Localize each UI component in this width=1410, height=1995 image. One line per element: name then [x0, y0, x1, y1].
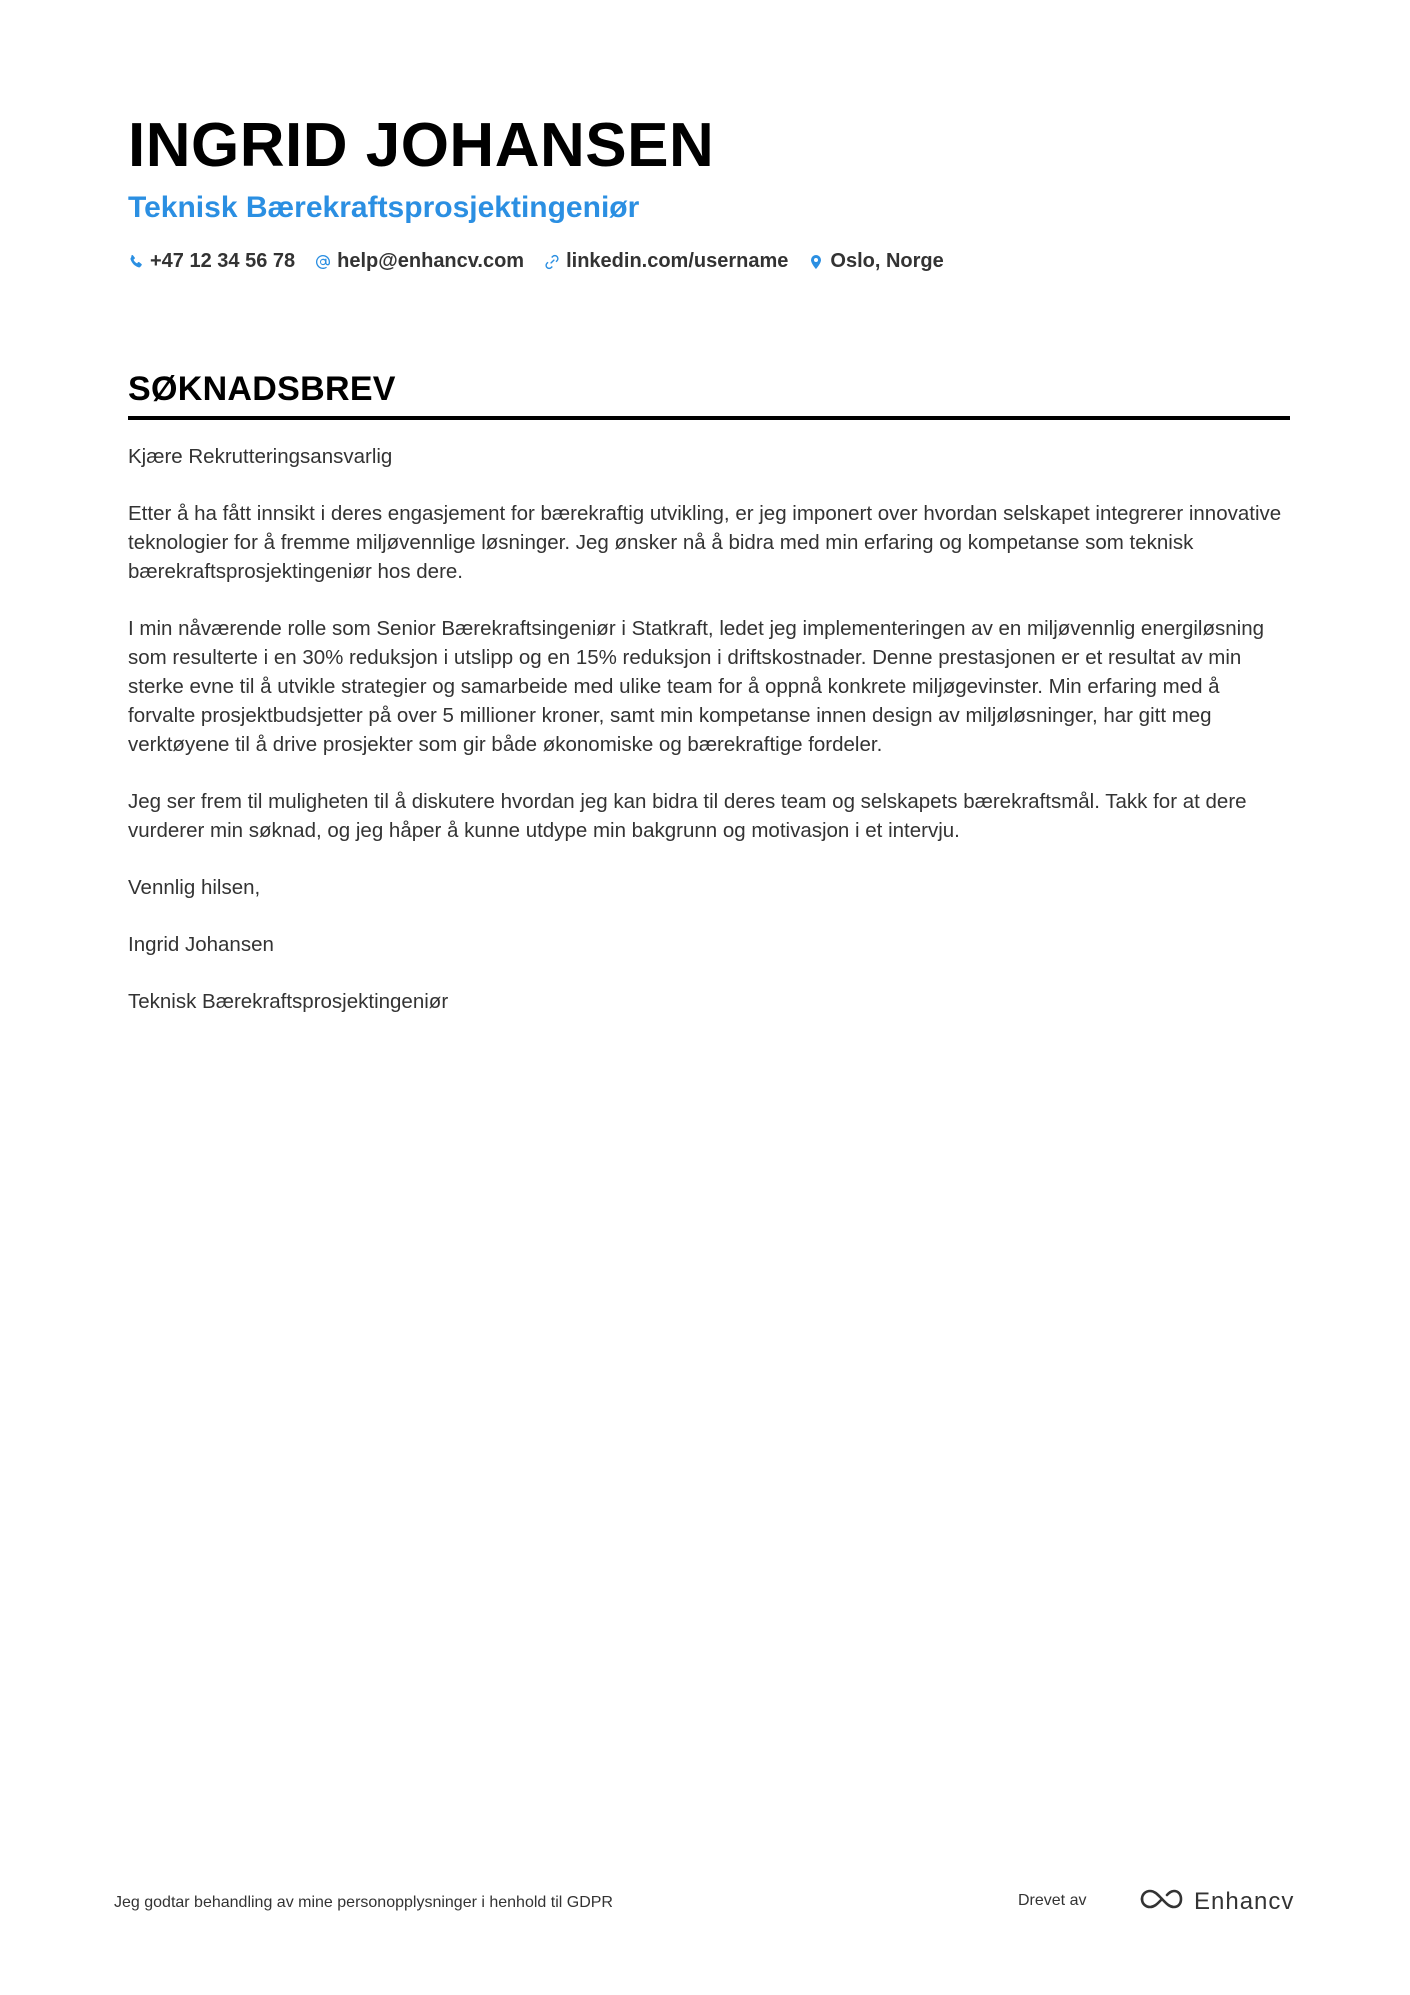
gdpr-consent-text: Jeg godtar behandling av mine personopplysninger i henhold til GDPR	[114, 1894, 613, 1911]
letter-paragraph: I min nåværende rolle som Senior Bærekraftsingeniør i Statkraft, ledet jeg implementeringen av en miljøvennlig energiløsning som resulterte i en 30% reduksjon i utslipp og en 15% reduksjon i driftskostnader. Denne prestasjonen er et resultat av min sterke evne til å utvikle strategier og samarbeide med ulike team for å oppnå konkrete miljøgevinster. Min erfaring med å forvalte prosjektbudsjetter på over 5 millioner kroner, samt min kompetanse innen design av miljøløsninger, har gitt meg verktøyene til å drive prosjekter som gir både økonomiske og bærekraftige fordeler.	[128, 617, 1264, 756]
candidate-name: INGRID JOHANSEN	[128, 111, 715, 180]
job-title: Teknisk Bærekraftsprosjektingeniør	[128, 191, 640, 224]
letter-closing: Vennlig hilsen,	[128, 876, 261, 899]
contact-bar	[128, 250, 1288, 273]
signature-title: Teknisk Bærekraftsprosjektingeniør	[128, 990, 449, 1013]
footer	[114, 1880, 1294, 1920]
contact-email[interactable]	[315, 250, 524, 273]
phone-icon	[128, 252, 144, 272]
header	[128, 108, 1288, 273]
section-title: SØKNADSBREV	[128, 370, 396, 408]
contact-linkedin[interactable]	[544, 250, 788, 273]
letter-salutation: Kjære Rekrutteringsansvarlig	[128, 445, 393, 468]
link-icon	[544, 252, 560, 272]
letter-paragraph: Jeg ser frem til muligheten til å diskutere hvordan jeg kan bidra til deres team og selskapets bærekraftsmål. Takk for at dere vurderer min søknad, og jeg håper å kunne utdype min bakgrunn og motivasjon i et intervju.	[128, 790, 1247, 842]
at-icon	[315, 252, 331, 272]
section-divider	[128, 416, 1290, 420]
location-pin-icon	[808, 252, 824, 272]
signature-name: Ingrid Johansen	[128, 933, 274, 956]
enhancv-logo-icon	[1138, 1884, 1186, 1919]
contact-phone[interactable]	[128, 250, 295, 273]
location-text: Oslo, Norge	[830, 250, 944, 272]
brand-name: Enhancv	[1194, 1887, 1295, 1915]
contact-location	[808, 250, 943, 273]
enhancv-brand[interactable]	[1138, 1884, 1294, 1919]
phone-text: +47 12 34 56 78	[150, 250, 296, 272]
linkedin-text: linkedin.com/username	[566, 250, 789, 272]
cover-letter-section	[128, 368, 1290, 1044]
powered-by-label: Drevet av	[1018, 1892, 1087, 1909]
email-text: help@enhancv.com	[337, 250, 525, 272]
letter-body	[128, 442, 1290, 1016]
letter-paragraph: Etter å ha fått innsikt i deres engasjement for bærekraftig utvikling, er jeg imponert over hvordan selskapet integrerer innovative teknologier for å fremme miljøvennlige løsninger. Jeg ønsker nå å bidra med min erfaring og kompetanse som teknisk bærekraftsprosjektingeniør hos dere.	[128, 502, 1282, 583]
